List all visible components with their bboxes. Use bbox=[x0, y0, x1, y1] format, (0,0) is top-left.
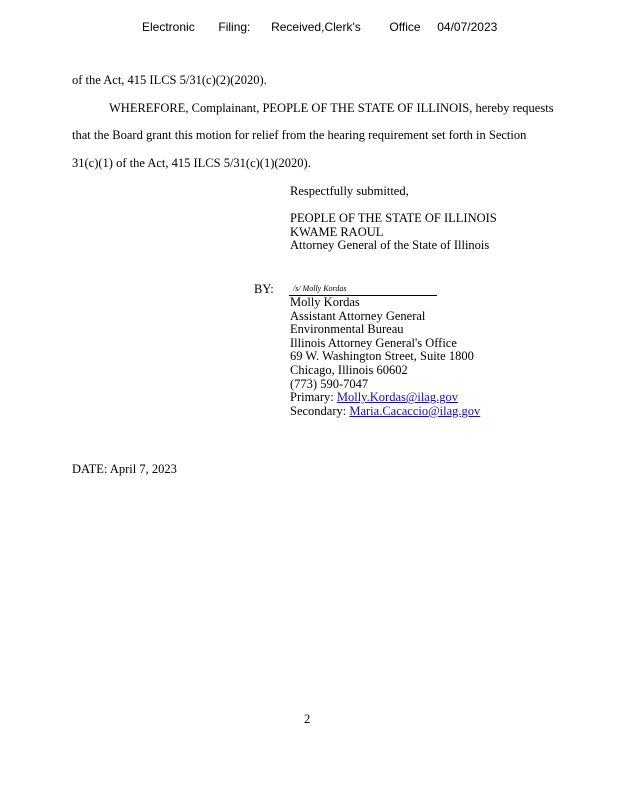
header-received: Received,Clerk's bbox=[271, 20, 361, 34]
page-number: 2 bbox=[304, 712, 311, 726]
signer-bureau: Environmental Bureau bbox=[290, 322, 404, 337]
primary-email-link[interactable]: Molly.Kordas@ilag.gov bbox=[336, 390, 458, 405]
address-line-1: 69 W. Washington Street, Suite 1800 bbox=[290, 349, 474, 364]
secondary-email-row bbox=[290, 405, 480, 419]
header-filing: Filing: bbox=[218, 20, 251, 34]
electronic-signature: /s/ Molly Kordas bbox=[293, 284, 347, 293]
signer-name: Molly Kordas bbox=[290, 295, 360, 309]
attorney-general-title: Attorney General of the State of Illinois bbox=[290, 238, 490, 253]
closing: Respectfully submitted, bbox=[290, 184, 409, 198]
signer-office: Illinois Attorney General's Office bbox=[290, 335, 457, 350]
wherefore-line-1: WHEREFORE, Complainant, PEOPLE OF THE STATE OF ILLINOIS, hereby requests bbox=[109, 101, 554, 115]
by-label: BY: bbox=[254, 282, 274, 296]
party-name: PEOPLE OF THE STATE OF ILLINOIS bbox=[290, 211, 497, 225]
header-date: 04/07/2023 bbox=[437, 20, 498, 34]
continued-citation: of the Act, 415 ILCS 5/31(c)(2)(2020). bbox=[72, 73, 267, 87]
header-office: Office bbox=[389, 20, 421, 34]
filing-header bbox=[142, 20, 497, 34]
signer-title: Assistant Attorney General bbox=[290, 308, 426, 323]
primary-email-row bbox=[290, 391, 480, 405]
secondary-email-link[interactable]: Maria.Cacaccio@ilag.gov bbox=[349, 403, 481, 418]
secondary-label: Secondary: bbox=[290, 403, 347, 418]
date-line: DATE: April 7, 2023 bbox=[72, 462, 177, 476]
attorney-general-name: KWAME RAOUL bbox=[290, 224, 384, 239]
wherefore-line-3: 31(c)(1) of the Act, 415 ILCS 5/31(c)(1)(2020). bbox=[72, 156, 311, 170]
wherefore-line-2: that the Board grant this motion for relief from the hearing requirement set forth in Section bbox=[72, 128, 527, 142]
primary-label: Primary: bbox=[290, 390, 334, 405]
header-electronic: Electronic bbox=[142, 20, 195, 34]
phone: (773) 590-7047 bbox=[290, 376, 369, 391]
address-line-2: Chicago, Illinois 60602 bbox=[290, 362, 408, 377]
signature-block bbox=[290, 296, 480, 418]
party-block bbox=[290, 212, 497, 253]
